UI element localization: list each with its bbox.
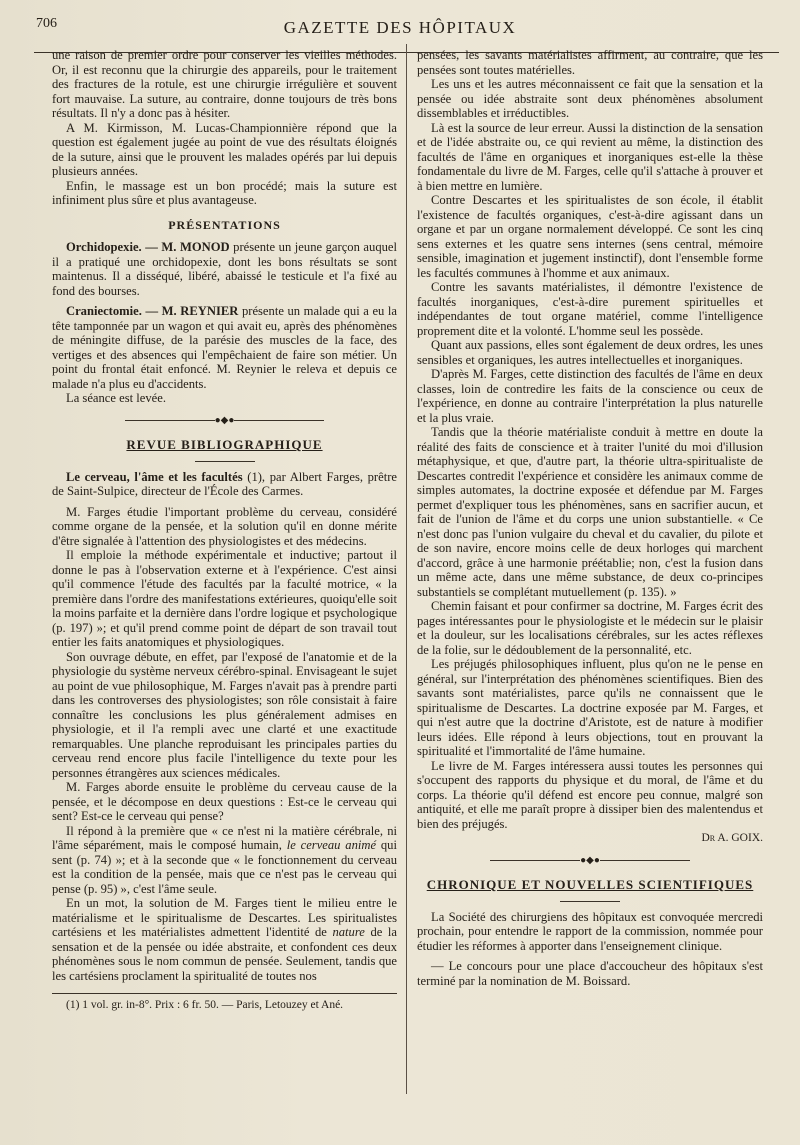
italic-run: nature [332,925,365,939]
page-header [0,14,800,44]
presentation-title: Craniectomie. [66,304,142,318]
presentation-orchidopexie [52,240,397,298]
presentation-author: — M. MONOD [145,240,230,254]
presentations-heading: PRÉSENTATIONS [168,217,281,232]
presentation-author: — M. REYNIER [145,304,239,318]
right-column [417,48,763,988]
paragraph: Tandis que la théorie matérialiste conduit à mettre en doute la réalité des faits de conscience et à traiter l'unité du moi d'illusion métaphysique, et que, d'autre part, la théorie ultra-spiritualiste de Descartes contredit l'expérience et considère les animaux comme de simples automates, la doctrine exposée et défendue par M. Farges permet d'expliquer tous les phénomènes, sans en sacrifier aucun, et fait de l'union de l'âme et du corps une union substantielle. « Ce n'est donc pas l'union vulgaire du cheval et du cavalier, du pilote et de son navire, encore moins celle de deux horloges qui marchent d'accord, grâce à une harmonie préétablie; non, c'est la fusion dans un même acte, dans une même substance, de deux co-principes substantiels se complétant mutuellement (p. 135). » [417,425,763,599]
paragraph: Il emploie la méthode expérimentale et inductive; partout il donne le pas à l'observation externe et à l'expérience. C'est ainsi qu'il commence l'étude des facultés par la faculté motrice, « la première dans l'ordre des manifestations extérieures, quoiqu'elle soit la moins parfaite et la dernière dans l'ordre logique et psychologique (p. 197) »; et qu'il prend comme point de départ de son travail tout entier les faits anatomiques et physiologiques. [52,548,397,649]
book-note: (1), par Albert Farges, prêtre de Saint-Sulpice, directeur de l'École des Carmes. [52,469,397,498]
chronique-heading: CHRONIQUE ET NOUVELLES SCIENTIFIQUES [426,877,754,892]
revue-heading: REVUE BIBLIOGRAPHIQUE [126,437,323,452]
paragraph: M. Farges aborde ensuite le problème du cerveau cause de la pensée, et le décompose en deux questions : Est-ce le cerveau qui sent? Est-ce le cerveau qui pense? [52,780,397,823]
footnote-rule [52,993,397,994]
paragraph: Enfin, le massage est un bon procédé; mais la suture est infiniment plus sûre et plus avantageuse. [52,178,397,207]
paragraph: Son ouvrage débute, en effet, par l'exposé de l'anatomie et de la physiologie du système nerveux cérébro-spinal. Envisageant le sujet au point de vue philosophique, M. Farges n'avait pas à prendre parti dans les controverses des physiologistes; son rôle consistait à faire connaître les conclusions les plus généralement admises en physiologie, et il l'a rempli avec une clarté et une exactitude remarquables. Une planche reproduisant les principales parties du cerveau rend encore plus facile l'intelligence du texte pour les personnes étrangères aux sciences médicales. [52,649,397,780]
paragraph: Là est la source de leur erreur. Aussi la distinction de la sensation et de l'idée abstraite ou, ce qui revient au même, la distinction des facultés de l'âme en organiques et inorganiques est-elle la thèse fondamentale du livre de M. Farges, celle qu'il s'attache à prouver et à bien mettre en lumière. [417,120,763,193]
paragraph: Les uns et les autres méconnaissent ce fait que la sensation et la pensée ou idée abstraite sont deux phénomènes absolument dissemblables et irréductibles. [417,77,763,120]
paragraph: Les préjugés philosophiques influent, plus qu'on ne le pense en général, sur l'interprétation des phénomènes scientifiques. Bien des savants sont matérialistes, parce qu'ils ne connaissent que le spiritualisme de Descartes. La doctrine exposée par M. Farges, et qui n'est autre que la doctrine d'Aristote, est de nature à modifier leurs idées. Elle répond à leurs objections, tout en prouvant la spiritualité et l'immortalité de l'âme humaine. [417,657,763,758]
paragraph: — Le concours pour une place d'accoucheur des hôpitaux s'est terminé par la nomination de M. Boissard. [417,959,763,988]
paragraph: Le livre de M. Farges intéressera aussi toutes les personnes qui s'occupent des rapports du physique et du moral, de l'âme et du corps. La théorie qu'il défend est encore peu connue, malgré son antiquité, et elle me paraît propre à dissiper bien des malentendus et bien des préjugés. [417,758,763,831]
presentation-text: présente un jeune garçon auquel il a pratiqué une orchidopexie, dont les bons résultats se sont maintenus. Il a disséqué, libéré, abaissé le testicule et l'a fixé au fond des bourses. [52,240,397,298]
column-divider [406,44,407,1094]
paragraph: M. Farges étudie l'important problème du cerveau, considéré comme organe de la pensée, et la solution qu'il en donne mérite d'être signalée à l'attention des physiologistes et des médecins. [52,504,397,548]
paragraph: Quant aux passions, elles sont également de deux ordres, les unes sensibles et organiques, les autres intellectuelles et inorganiques. [417,338,763,367]
journal-title: GAZETTE DES HÔPITAUX [283,18,517,37]
paragraph: Contre Descartes et les spiritualistes de son école, il établit l'existence de facultés organiques, c'est-à-dire agissant dans un organe et par un organe normalement développé. Ce sont les cinq sens externes et les quatre sens internes (sens central, mémoire sensible, imagination et jugement instinctif), dont l'ensemble forme les facultés communes à l'homme et aux animaux. [417,193,763,280]
review-signature: Dr A. GOIX. [701,832,763,844]
paragraph: une raison de premier ordre pour conserver les vieilles méthodes. Or, il est reconnu que la chirurgie des appareils, pour le traitement des fractures de la rotule, est une chirurgie irrégulière et souvent fort mauvaise. La suture, au contraire, donne toujours de très bons résultats. Il n'y a donc pas à hésiter. [52,48,397,120]
short-rule [195,461,255,462]
session-closing: La séance est levée. [66,391,166,405]
left-column [52,48,397,1013]
text-run: Il répond à la première que « ce n'est ni la matière cérébrale, ni l'âme séparément, mais le composé humain, [52,823,397,852]
paragraph [52,896,397,983]
paragraph: pensées, les savants matérialistes affirment, au contraire, que les pensées sont toutes matérielles. [417,48,763,77]
footnote: (1) 1 vol. gr. in-8°. Prix : 6 fr. 50. — Paris, Letouzey et Ané. [66,999,344,1011]
book-citation [52,470,397,499]
section-ornament: ●◆● [417,854,763,869]
paragraph: Contre les savants matérialistes, il démontre l'existence de facultés inorganiques, c'est-à-dire purement spirituelles et indépendantes de tout organe matériel, comme l'intelligence proprement dite et la volonté. L'homme seul les possède. [417,280,763,338]
presentation-text: présente un malade qui a eu la tête tamponnée par un wagon et qui avait eu, après des phénomènes de méningite diffuse, de la parésie des muscles de la face, des vertiges et des absences qui l'empêchaient de faire son métier. Un point du frontal était enfoncé. M. Reynier le releva et depuis ce malade n'a plus eu d'accidents. [52,304,398,391]
paragraph: La Société des chirurgiens des hôpitaux est convoquée mercredi prochain, pour entendre le rapport de la commission, nommée pour étudier les réformes à apporter dans l'enseignement clinique. [417,909,763,953]
italic-run: le cerveau animé [286,838,377,852]
paragraph: Chemin faisant et pour confirmer sa doctrine, M. Farges écrit des pages intéressantes pour le physiologiste et le médecin sur le plaisir et la douleur, sur les localisations cérébrales, sur les actes réflexes de la folie, sur le dédoublement de la personnalité, etc. [417,599,763,657]
text-run: En un mot, la solution de M. Farges tient le milieu entre le matérialisme et le spiritualisme de Descartes. Les spiritualistes cartésiens et les matérialistes admettent l'identité de [52,896,397,939]
section-ornament: ●◆● [52,414,397,429]
page-number: 706 [36,16,57,31]
paragraph: D'après M. Farges, cette distinction des facultés de l'âme en deux classes, loin de contredire les faits de la conscience ou ceux de l'expérience, en donne au contraire l'interprétation la plus naturelle et la plus vraie. [417,367,763,425]
text-run: de la sensation et de la pensée ou idée abstraite, et confondent ces deux phénomènes sous le nom commun de pensée. Seulement, tandis que les cartésiens proclament la spiritualité de toutes nos [52,925,397,983]
short-rule [560,901,620,902]
book-title: Le cerveau, l'âme et les facultés [66,469,243,484]
paragraph [52,824,397,897]
presentation-title: Orchidopexie. [66,240,142,254]
presentation-craniectomie [52,304,397,391]
text-run: qui sent (p. 74) »; et à la seconde que « le fonctionnement du cerveau est la condition de la pensée, mais que ce n'est pas le cerveau qui pense (p. 95) », c'est l'âme seule. [52,838,397,896]
paragraph: A M. Kirmisson, M. Lucas-Championnière répond que la question est également jugée au point de vue des résultats éloignés de la suture, ainsi que le prouvent les malades opérés par lui depuis plusieurs années. [52,120,397,178]
